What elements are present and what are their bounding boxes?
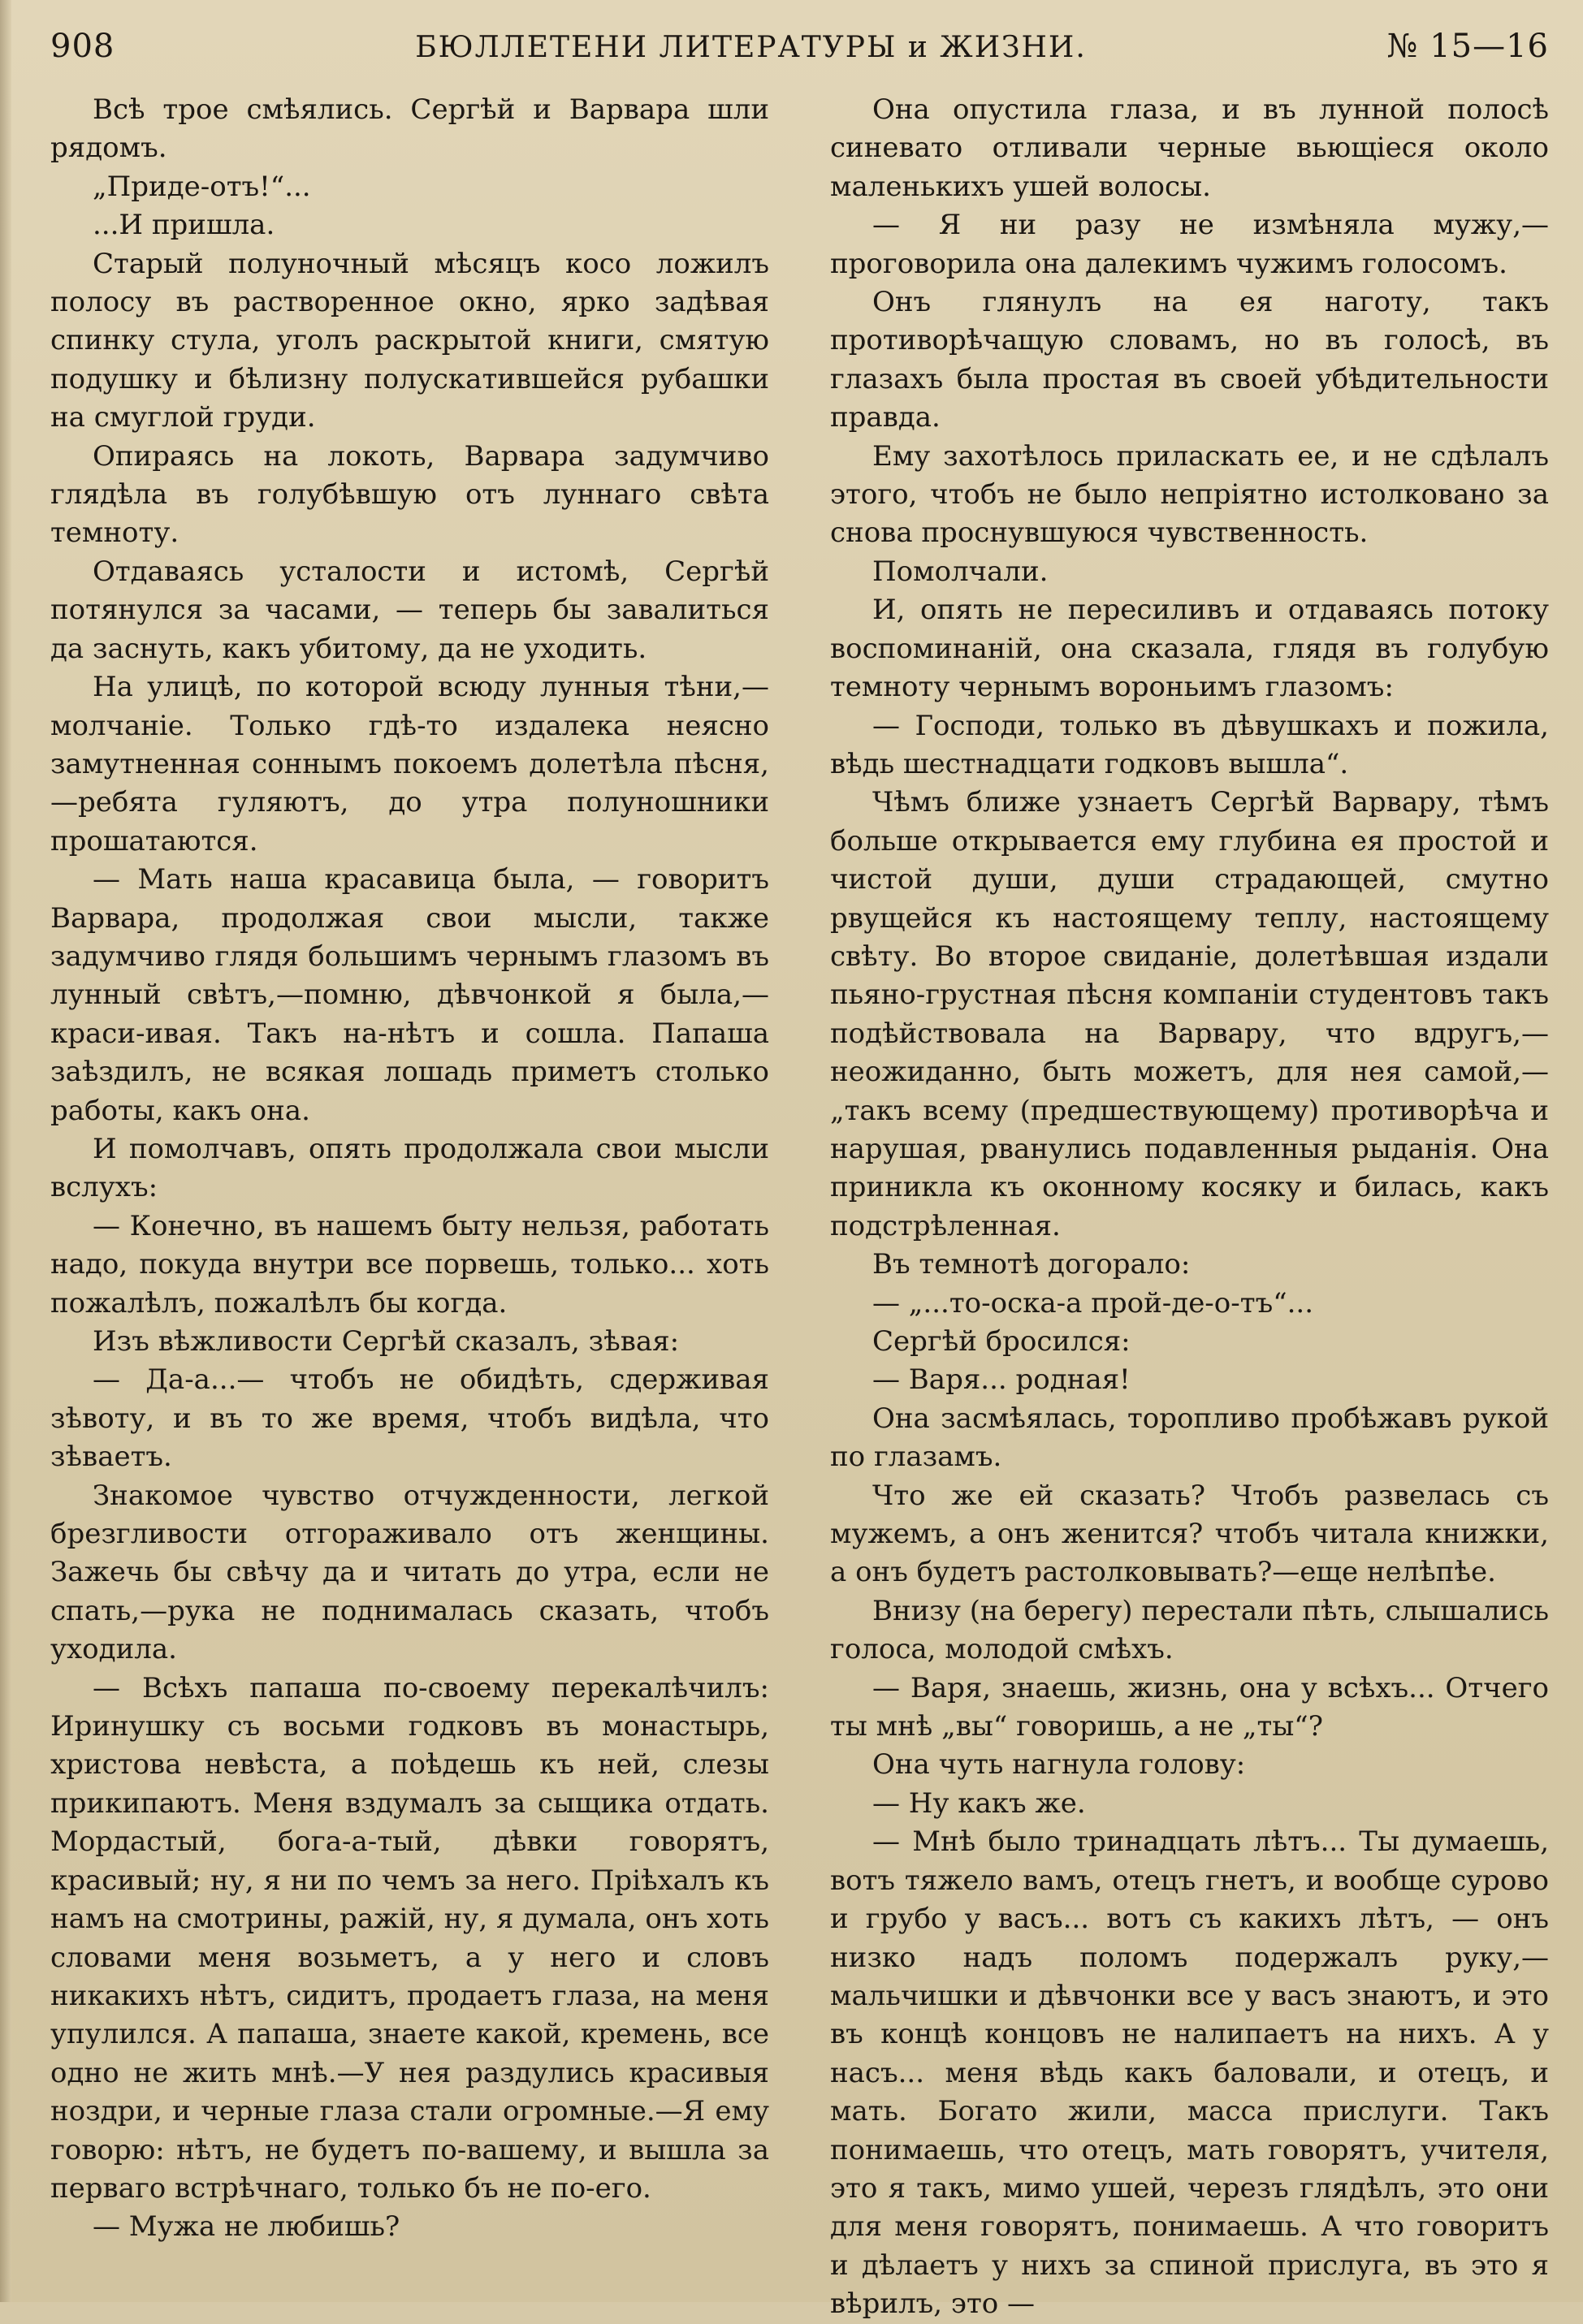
paragraph: Сергѣй бросился: — [872, 1325, 1131, 1358]
right-column — [830, 91, 1549, 2324]
paragraph: — „...то-оска-а прой-де-о-тъ“... — [872, 1286, 1314, 1320]
paragraph: — Варя, знаешь, жизнь, она у всѣхъ... Отчего ты мнѣ „вы“ говоришь, а не „ты“? — [830, 1671, 1549, 1743]
paragraph: Онъ глянулъ на ея наготу, такъ противорѣчащую словамъ, но въ голосѣ, въ глазахъ была простая въ своей убѣдительности правда. — [830, 286, 1549, 434]
page-edge-shadow — [0, 0, 11, 2302]
paragraph: Знакомое чувство отчужденности, легкой брезгливости отгораживало отъ женщины. Зажечь бы свѣчу да и читать до утра, если не спать,—рука не поднималась сказать, чтобъ уходила. — [50, 1479, 769, 1666]
paragraph: Что же ей сказать? Чтобъ развелась съ мужемъ, а онъ женится? чтобъ читала книжки, а онъ будетъ растолковывать?—еще нелѣпѣе. — [830, 1479, 1549, 1589]
page-number: 908 — [50, 28, 115, 65]
paragraph: И, опять не пересиливъ и отдаваясь потоку воспоминаній, она сказала, глядя въ голубую темноту чернымъ вороньимъ глазомъ: — [830, 594, 1549, 704]
paragraph: Ему захотѣлось приласкать ее, и не сдѣлалъ этого, чтобъ не было непріятно истолковано за снова проснувшуюся чувственность. — [830, 439, 1549, 550]
paragraph: — Мать наша красавица была, — говоритъ Варвара, продолжая свои мысли, также задумчиво глядя большимъ чернымъ глазомъ въ лунный свѣтъ,—помню, дѣвчонкой я была,— краси-ивая. Такъ на-нѣтъ и сошла. Папаша заѣздилъ, не всякая лошадь приметъ столько работы, какъ она. — [50, 863, 769, 1127]
paragraph: — Мнѣ было тринадцать лѣтъ... Ты думаешь, вотъ тяжело вамъ, отецъ гнетъ, и вообще сурово и грубо у васъ... вотъ съ какихъ лѣтъ, — онъ низко надъ поломъ подержалъ руку,—мальчишки и дѣвчонки все у васъ знаютъ, и это въ концѣ концовъ не налипаетъ на нихъ. А у насъ... меня вѣдь какъ баловали, и отецъ, и мать. Богато жили, масса прислуги. Такъ понимаешь, что отецъ, мать говорятъ, учителя, это я такъ, мимо ушей, черезъ глядѣлъ, это они для меня говорятъ, понимаешь. А что говоритъ и дѣлаетъ у нихъ за спиной прислуга, въ это я вѣрилъ, это — — [830, 1825, 1549, 2321]
paragraph: Опираясь на локоть, Варвара задумчиво глядѣла въ голубѣвшую отъ луннаго свѣта темноту. — [50, 439, 769, 550]
paragraph: Изъ вѣжливости Сергѣй сказалъ, зѣвая: — [93, 1325, 680, 1358]
paragraph: — Мужа не любишь? — [93, 2210, 400, 2244]
paragraph: — Господи, только въ дѣвушкахъ и пожила, вѣдь шестнадцати годковъ вышла“. — [830, 709, 1549, 780]
issue-number: № 15—16 — [1386, 28, 1549, 65]
paragraph: — Я ни разу не измѣняла мужу,— проговорила она далекимъ чужимъ голосомъ. — [830, 209, 1549, 280]
paragraph: „Приде-отъ!“... — [93, 170, 311, 203]
paragraph: Въ темнотѣ догорало: — [872, 1248, 1191, 1281]
paragraph: — Да-а...— чтобъ не обидѣть, сдерживая зѣвоту, и въ то же время, чтобъ видѣла, что зѣваетъ. — [50, 1363, 769, 1474]
paragraph: Она опустила глаза, и въ лунной полосѣ синевато отливали черные вьющіеся около маленькихъ ушей волосы. — [830, 93, 1549, 203]
paragraph: Она засмѣялась, торопливо пробѣжавъ рукой по глазамъ. — [830, 1402, 1549, 1474]
paragraph: — Ну какъ же. — [872, 1786, 1086, 1820]
paragraph: — Всѣхъ папаша по-своему перекалѣчилъ: Иринушку съ восьми годковъ въ монастырь, христова невѣста, а поѣдешь къ ней, слезы прикипаютъ. Меня вздумалъ за сыщика отдать. Мордастый, бога-а-тый, дѣвки говорятъ, красивый; ну, я ни по чемъ за него. Пріѣхалъ къ намъ на смотрины, ражій, ну, я думала, онъ хоть словами меня возьметъ, а у него и словъ никакихъ нѣтъ, сидитъ, продаетъ глаза, на меня упулился. А папаша, знаете какой, кремень, все одно не жить мнѣ.—У нея раздулись красивыя ноздри, и черные глаза стали огромные.—Я ему говорю: нѣтъ, не будетъ по-вашему, и вышла за перваго встрѣчнаго, только бъ не по-его. — [50, 1671, 769, 2205]
paragraph: — Конечно, въ нашемъ быту нельзя, работать надо, покуда внутри все порвешь, только... хоть пожалѣлъ, пожалѣлъ бы когда. — [50, 1209, 769, 1320]
text-columns — [50, 91, 1549, 2324]
paragraph: Помолчали. — [872, 555, 1049, 588]
paragraph: Она чуть нагнула голову: — [872, 1748, 1246, 1782]
page-header — [50, 28, 1549, 86]
paragraph: — Варя... родная! — [872, 1363, 1131, 1397]
paragraph: На улицѣ, по которой всюду лунныя тѣни,—молчаніе. Только гдѣ-то издалека неясно замутненная соннымъ покоемъ долетѣла пѣсня,—ребята гуляютъ, до утра полуношники прошатаются. — [50, 671, 769, 857]
paragraph: Старый полуночный мѣсяцъ косо ложилъ полосу въ растворенное окно, ярко задѣвая спинку стула, уголъ раскрытой книги, смятую подушку и бѣлизну полускатившейся рубашки на смуглой груди. — [50, 247, 769, 434]
paragraph: И помолчавъ, опять продолжала свои мысли вслухъ: — [50, 1132, 769, 1204]
paragraph: Чѣмъ ближе узнаетъ Сергѣй Варвару, тѣмъ больше открывается ему глубина ея простой и чистой души, души страдающей, смутно рвущейся къ настоящему теплу, настоящему свѣту. Во второе свиданіе, долетѣвшая издали пьяно-грустная пѣсня компаніи студентовъ такъ подѣйствовала на Варвару, что вдругъ,— неожиданно, быть можетъ, для нея самой,— „такъ всему (предшествующему) противорѣча и нарушая, рванулись подавленныя рыданія. Она приникла къ оконному косяку и билась, какъ подстрѣленная. — [830, 786, 1549, 1242]
paragraph: Внизу (на берегу) перестали пѣть, слышались голоса, молодой смѣхъ. — [830, 1594, 1549, 1666]
journal-title: БЮЛЛЕТЕНИ ЛИТЕРАТУРЫ и ЖИЗНИ. — [415, 31, 1087, 64]
paragraph: Отдаваясь усталости и истомѣ, Сергѣй потянулся за часами, — теперь бы завалиться да заснуть, какъ убитому, да не уходить. — [50, 555, 769, 665]
paragraph: Всѣ трое смѣялись. Сергѣй и Варвара шли рядомъ. — [50, 93, 769, 165]
paragraph: ...И пришла. — [93, 209, 275, 242]
left-column — [50, 91, 769, 2324]
